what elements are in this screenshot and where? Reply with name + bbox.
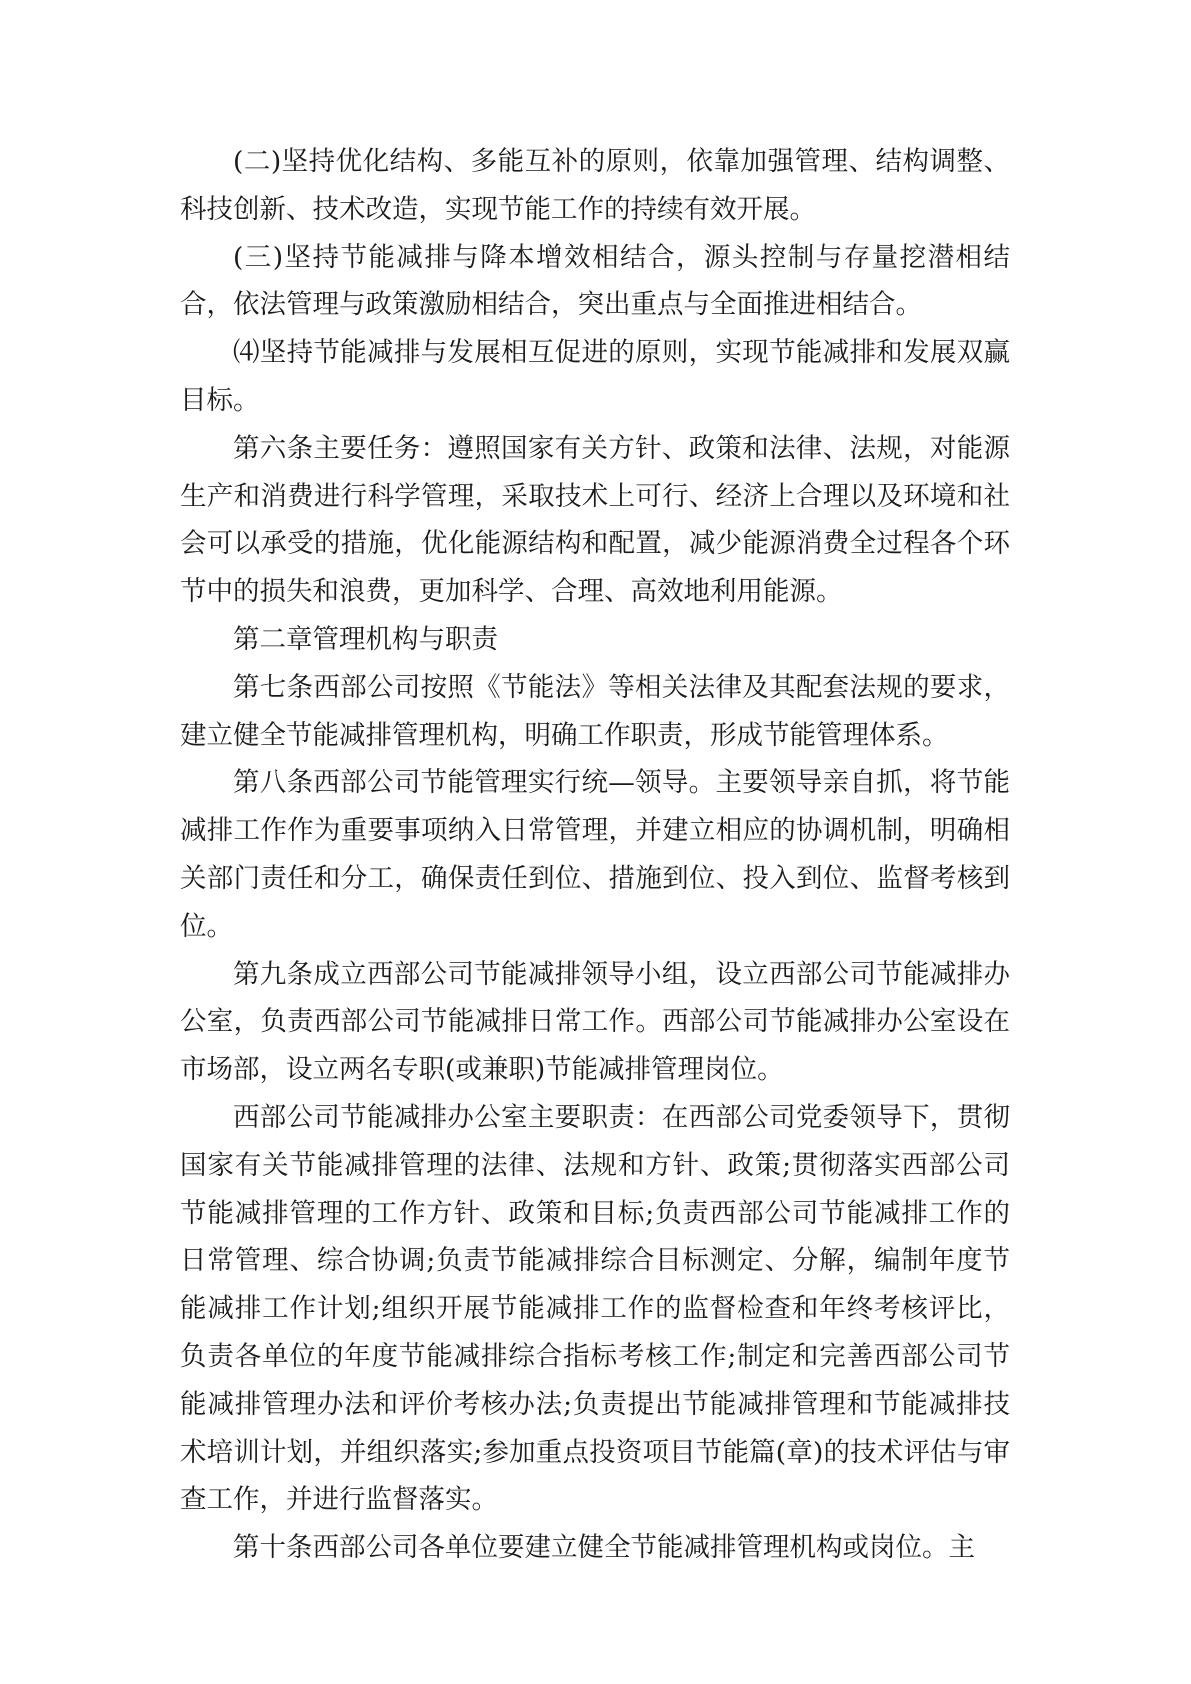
paragraph-article-10: 第十条西部公司各单位要建立健全节能减排管理机构或岗位。主 [233,1532,975,1564]
paragraph-article-9: 第九条成立西部公司节能减排领导小组，设立西部公司节能减排办公室，负责西部公司节能减排日常工作。西部公司节能减排办公室设在市场部，设立两名专职(或兼职)节能减排管理岗位。 [180,958,1010,1086]
paragraph-article-6: 第六条主要任务：遵照国家有关方针、政策和法律、法规，对能源生产和消费进行科学管理，采取技术上可行、经济上合理以及环境和社会可以承受的措施，优化能源结构和配置，减少能源消费全过程各个环节中的损失和浪费，更加科学、合理、高效地利用能源。 [180,432,1010,608]
paragraph-principle-3: (三)坚持节能减排与降本增效相结合，源头控制与存量挖潜相结合，依法管理与政策激励相结合，突出重点与全面推进相结合。 [180,241,1010,321]
paragraph-article-7: 第七条西部公司按照《节能法》等相关法律及其配套法规的要求，建立健全节能减排管理机构，明确工作职责，形成节能管理体系。 [180,671,1010,751]
chapter-heading-2: 第二章管理机构与职责 [233,623,498,655]
paragraph-office-duties: 西部公司节能减排办公室主要职责：在西部公司党委领导下，贯彻国家有关节能减排管理的法律、法规和方针、政策;贯彻落实西部公司节能减排管理的工作方针、政策和目标;负责西部公司节能减排工作的日常管理、综合协调;负责节能减排综合目标测定、分解，编制年度节能减排工作计划;组织开展节能减排工作的监督检查和年终考核评比，负责各单位的年度节能减排综合指标考核工作;制定和完善西部公司节能减排管理办法和评价考核办法;负责提出节能减排管理和节能减排技术培训计划，并组织落实;参加重点投资项目节能篇(章)的技术评估与审查工作，并进行监督落实。 [180,1101,1010,1516]
paragraph-principle-4: ⑷坚持节能减排与发展相互促进的原则，实现节能减排和发展双赢目标。 [180,337,1010,416]
paragraph-article-8: 第八条西部公司节能管理实行统—领导。主要领导亲自抓，将节能减排工作作为重要事项纳入日常管理，并建立相应的协调机制，明确相关部门责任和分工，确保责任到位、措施到位、投入到位、监督考核到位。 [180,767,1010,942]
paragraph-principle-2: (二)坚持优化结构、多能互补的原则，依靠加强管理、结构调整、科技创新、技术改造，实现节能工作的持续有效开展。 [180,146,1010,225]
document-body [180,138,1010,1572]
